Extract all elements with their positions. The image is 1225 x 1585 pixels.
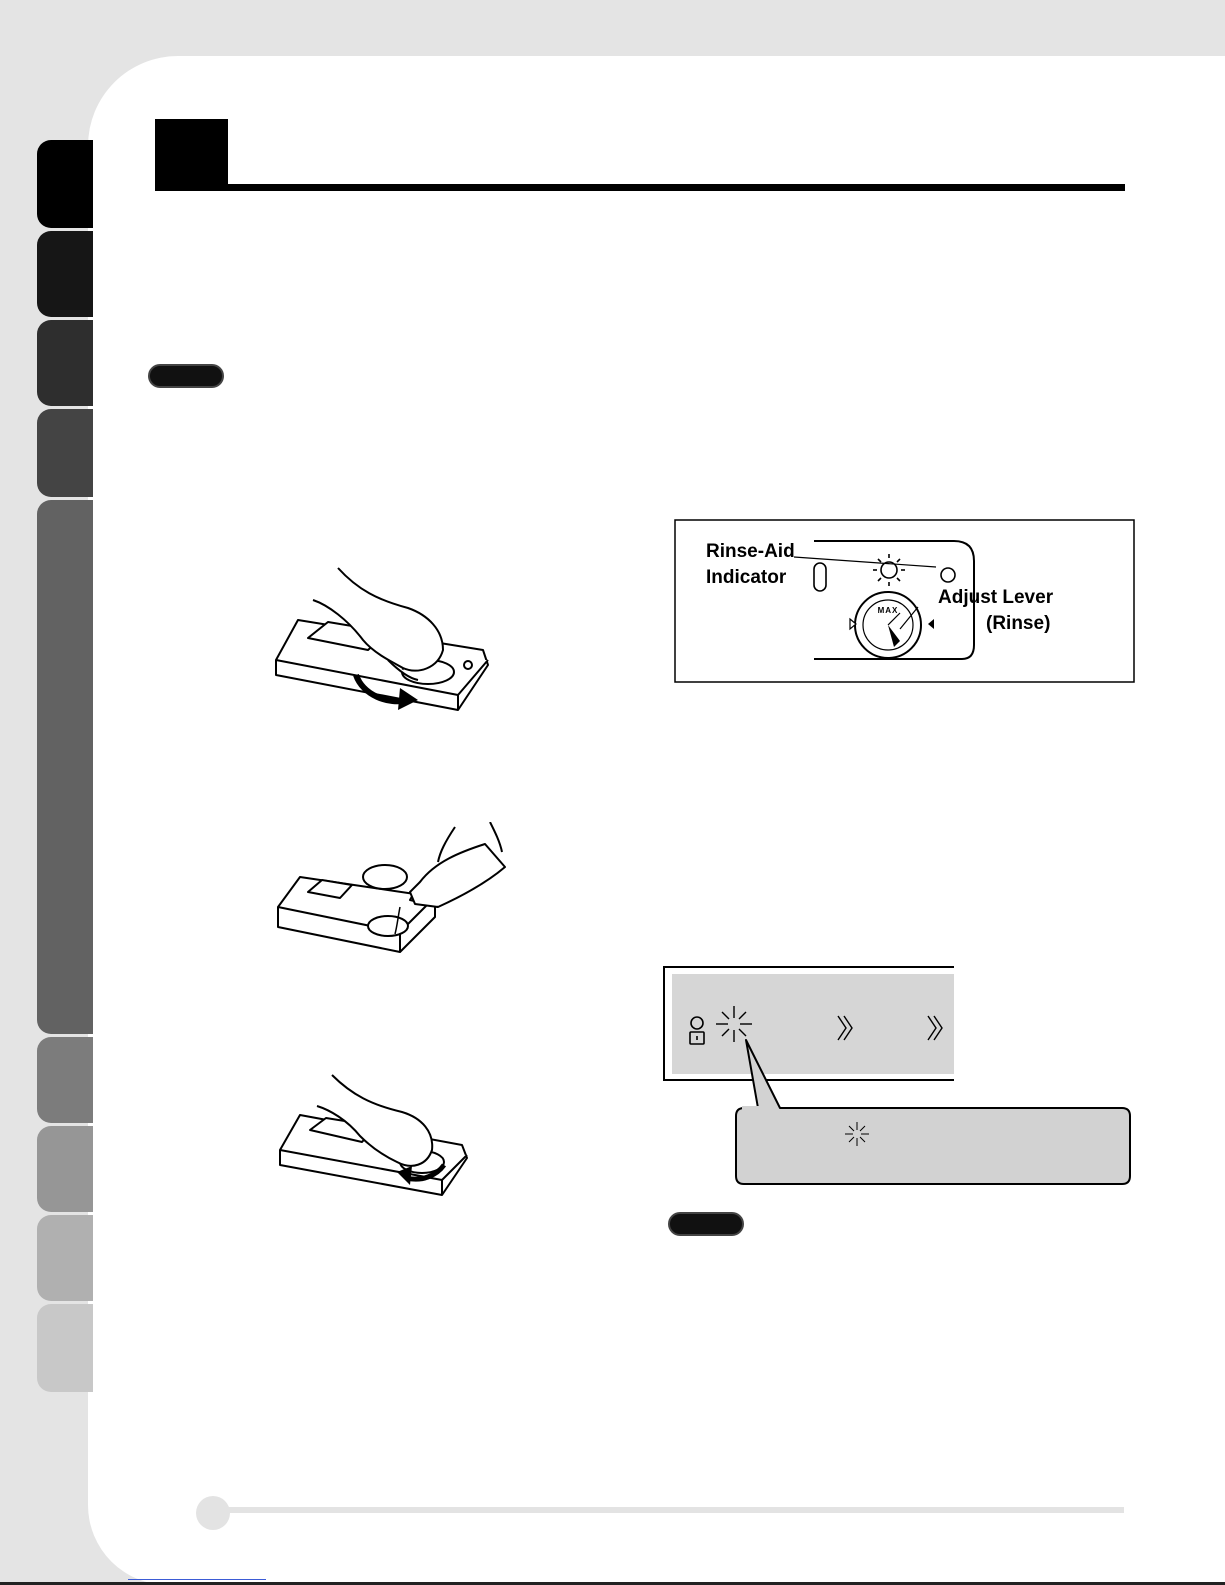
section-tab-6[interactable] [37, 1037, 93, 1123]
bottom-link-underline[interactable] [128, 1579, 266, 1580]
section-number-block [155, 119, 228, 191]
note-badge [148, 364, 224, 388]
section-tab-4[interactable] [37, 409, 93, 497]
section-tab-7[interactable] [37, 1126, 93, 1212]
display-panel-diagram [662, 966, 1137, 1190]
section-tab-5[interactable] [37, 500, 93, 1034]
page-number-circle [196, 1496, 230, 1530]
header-rule [155, 184, 1125, 191]
adjust-lever-label: Adjust Lever [938, 587, 1054, 608]
page-card [88, 56, 1225, 1585]
footer-rule [214, 1507, 1124, 1513]
section-tab-8[interactable] [37, 1215, 93, 1301]
dial-max-label: MAX [877, 606, 899, 615]
adjust-lever-sublabel: (Rinse) [986, 613, 1051, 634]
rinse-aid-label-line1: Rinse-Aid [706, 541, 795, 562]
section-tab-9[interactable] [37, 1304, 93, 1392]
open-cap-illustration [268, 560, 498, 720]
control-panel-diagram [674, 519, 1135, 683]
close-cap-illustration [272, 1070, 482, 1200]
section-tab-1[interactable] [37, 140, 93, 228]
rinse-aid-label-line2: Indicator [706, 567, 787, 588]
section-tab-3[interactable] [37, 320, 93, 406]
fill-rinse-aid-illustration [270, 822, 510, 962]
note-badge [668, 1212, 744, 1236]
section-tab-2[interactable] [37, 231, 93, 317]
